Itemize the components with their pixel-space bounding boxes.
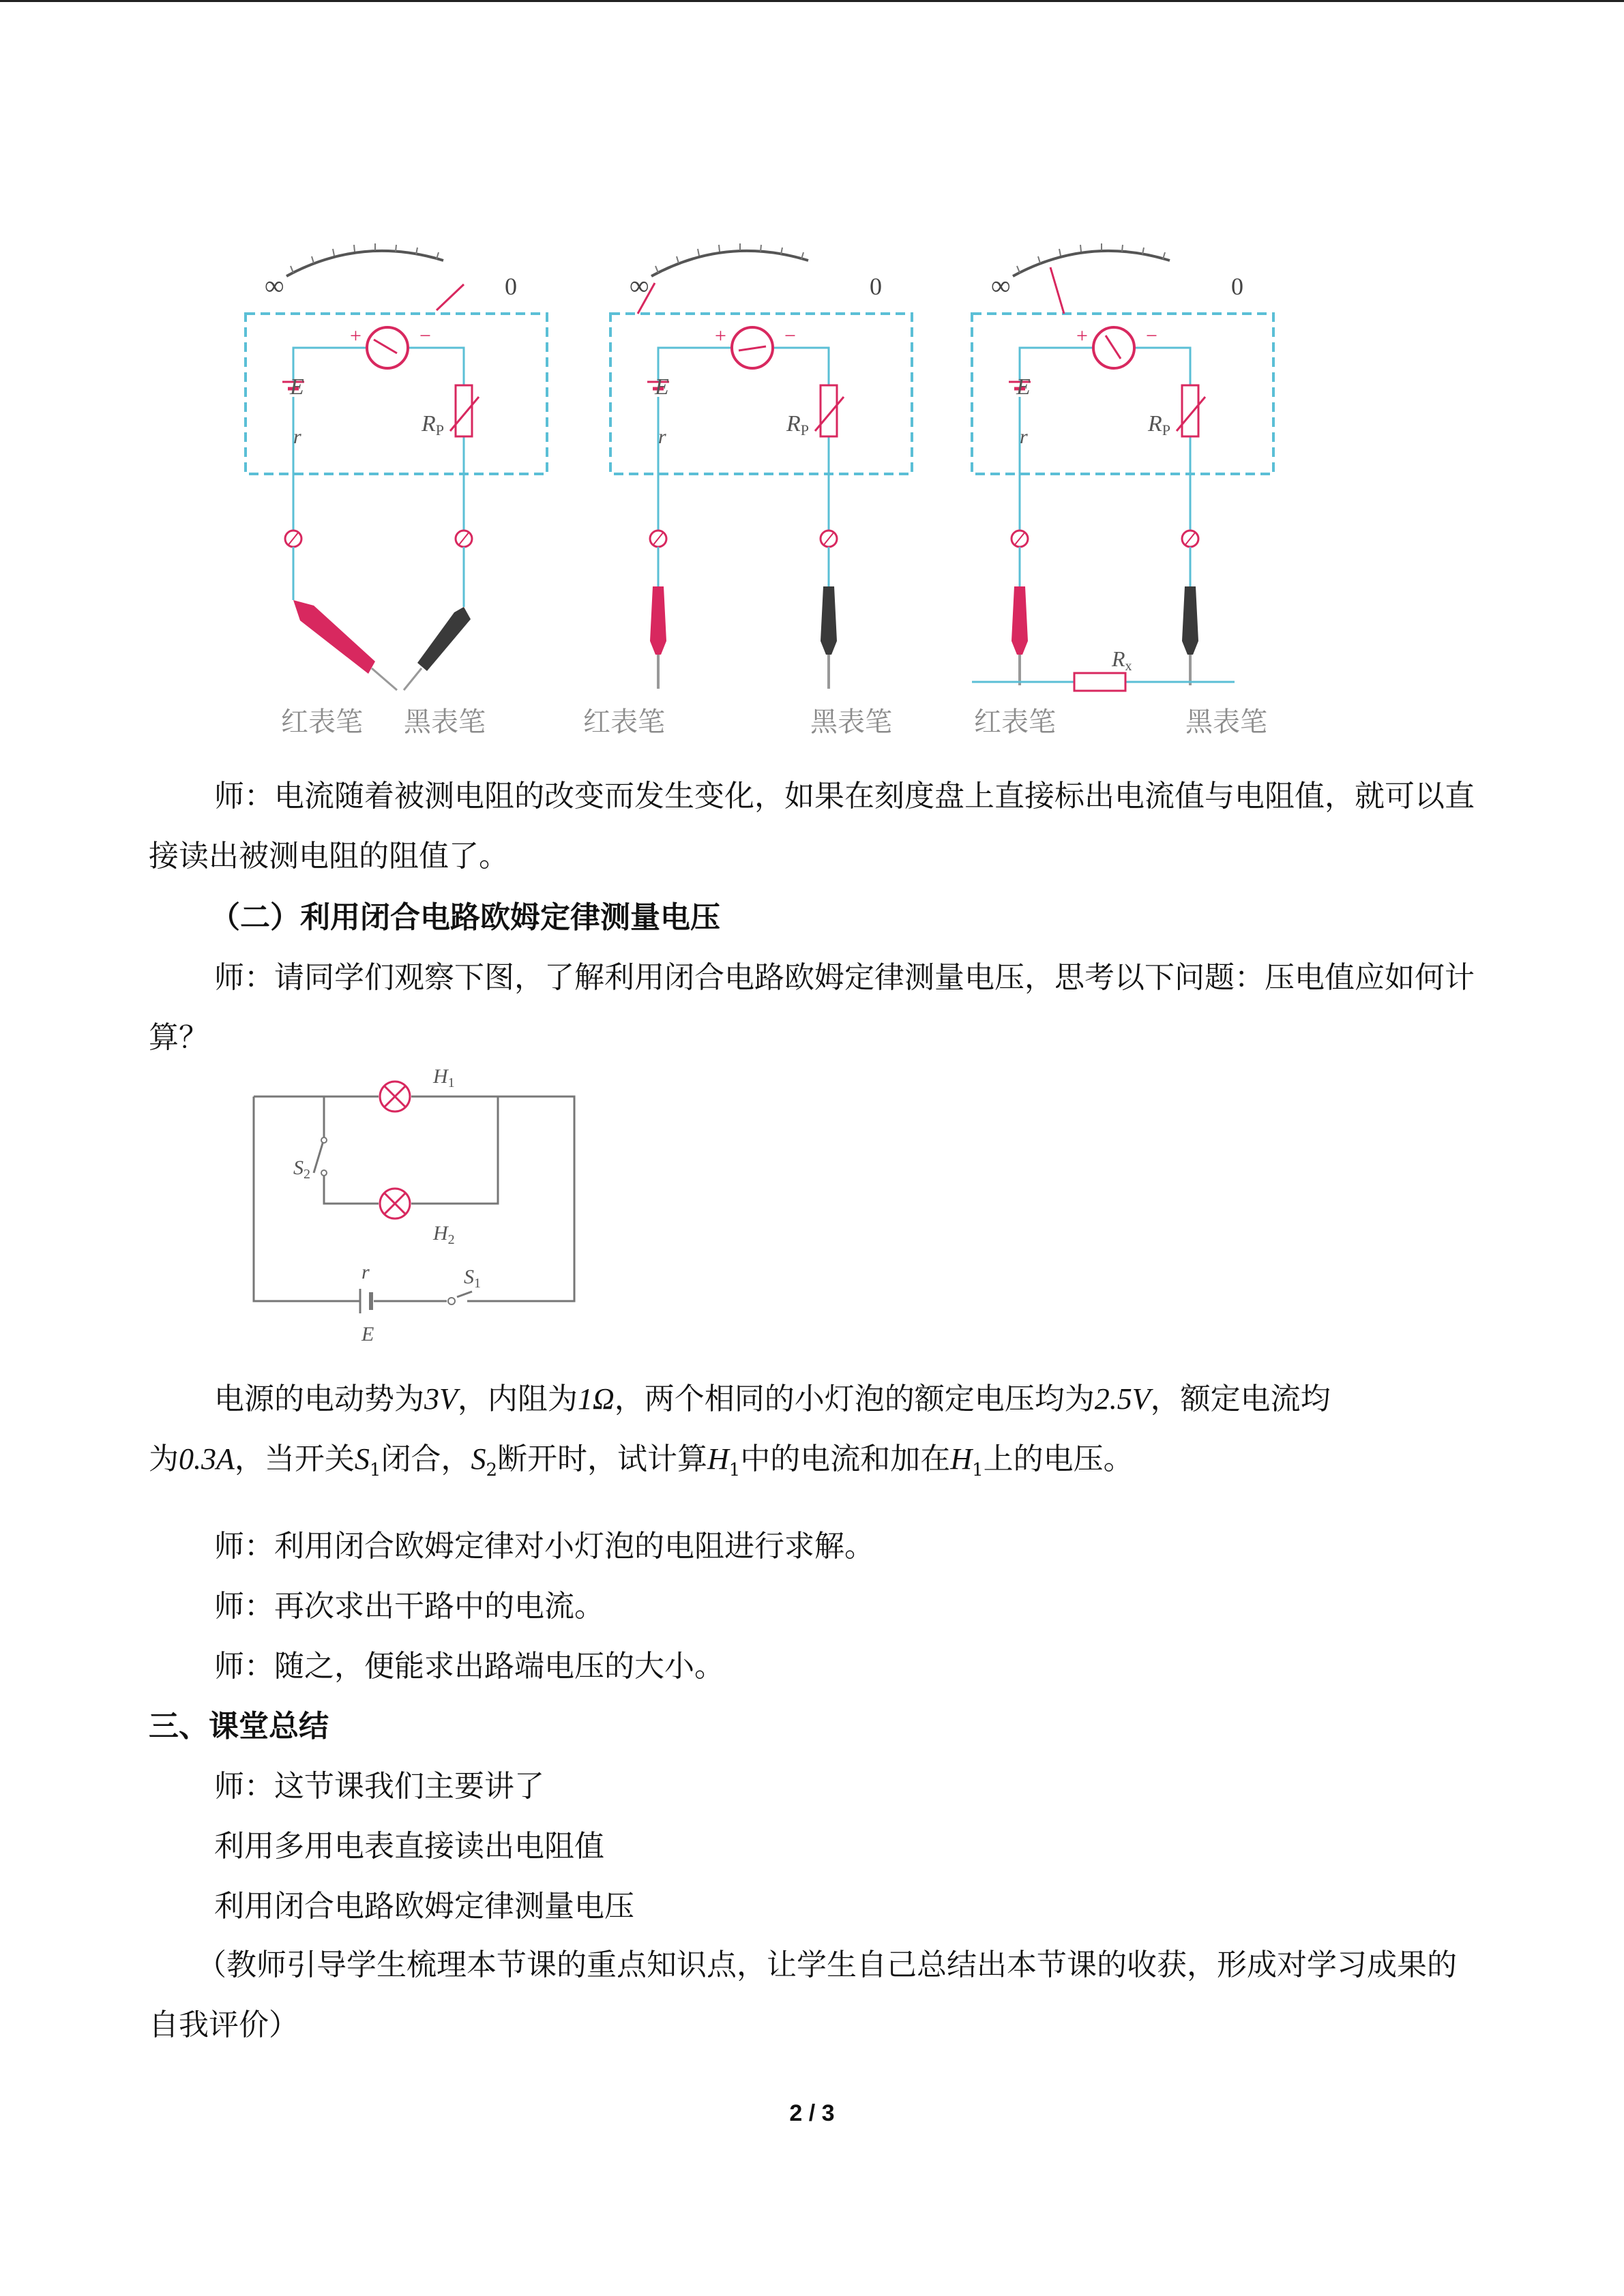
label-E: E bbox=[1016, 374, 1031, 400]
label-E: E bbox=[290, 374, 304, 400]
lamp-H2 bbox=[380, 1189, 410, 1219]
teacher-line-1: 师：利用闭合欧姆定律对小灯泡的电阻进行求解。 bbox=[214, 1529, 874, 1564]
paragraph-closing: （教师引导学生梳理本节课的重点知识点，让学生自己总结出本节课的收获，形成对学习成果的自我评价） bbox=[149, 1948, 1457, 2042]
problem-line-2: 为0.3A，当开关$S_1$闭合，$S_2$断开时，试计算$H_1$中的电流和加在$H_1$上的电压。 bbox=[149, 1442, 1134, 1480]
heading-section-3: 三、课堂总结 bbox=[149, 1709, 329, 1744]
summary-line-1: 师：这节课我们主要讲了 bbox=[214, 1769, 544, 1804]
meter-plus: + bbox=[1076, 325, 1088, 347]
label-Rp: RP bbox=[422, 411, 445, 438]
heading-section-2: （二）利用闭合电路欧姆定律测量电压 bbox=[210, 900, 720, 935]
lamp-H1 bbox=[380, 1082, 410, 1112]
meter-minus: − bbox=[1146, 325, 1157, 347]
caption-red-probe: 红表笔 bbox=[974, 706, 1056, 738]
summary-line-3: 利用闭合电路欧姆定律测量电压 bbox=[214, 1889, 634, 1924]
meter-minus: − bbox=[784, 325, 796, 347]
caption-red-probe: 红表笔 bbox=[281, 706, 363, 738]
teacher-line-2: 师：再次求出干路中的电流。 bbox=[214, 1589, 604, 1624]
caption-black-probe: 黑表笔 bbox=[810, 706, 892, 738]
label-H1: $H_1$ bbox=[433, 1065, 455, 1090]
paragraph-question: 师：请同学们观察下图，了解利用闭合电路欧姆定律测量电压，思考以下问题：压电值应如何计算？ bbox=[149, 960, 1475, 1055]
ohmmeter-figure bbox=[225, 218, 1310, 750]
label-r: r bbox=[1020, 426, 1028, 448]
label-H2: $H_2$ bbox=[433, 1222, 455, 1247]
summary-line-2: 利用多用电表直接读出电阻值 bbox=[214, 1829, 604, 1864]
scale-zero-label: 0 bbox=[870, 273, 882, 300]
top-border bbox=[0, 0, 1624, 2]
meter-minus: − bbox=[419, 325, 431, 347]
scale-inf-label: ∞ bbox=[265, 270, 284, 301]
caption-red-probe: 红表笔 bbox=[583, 706, 665, 738]
label-Rx: Rx bbox=[1112, 646, 1132, 674]
lamp-circuit-figure bbox=[205, 1057, 600, 1357]
circuit-shorted bbox=[246, 243, 547, 690]
label-E: E bbox=[361, 1323, 374, 1345]
scale-inf-label: ∞ bbox=[991, 270, 1011, 301]
caption-black-probe: 黑表笔 bbox=[1185, 706, 1267, 738]
label-E: E bbox=[655, 374, 669, 400]
label-r: r bbox=[658, 426, 666, 448]
page-number: 2 / 3 bbox=[789, 2100, 835, 2126]
teacher-line-3: 师：随之，便能求出路端电压的大小。 bbox=[214, 1649, 724, 1684]
label-S1: $S_1$ bbox=[464, 1266, 481, 1291]
problem-line-1: 电源的电动势为3V，内阻为1Ω，两个相同的小灯泡的额定电压均为2.5V，额定电流均 bbox=[214, 1382, 1331, 1416]
scale-zero-label: 0 bbox=[1231, 273, 1243, 300]
paragraph-ohmmeter-explanation: 师：电流随着被测电阻的改变而发生变化，如果在刻度盘上直接标出电流值与电阻值，就可以直接读出被测电阻的阻值了。 bbox=[149, 779, 1475, 874]
scale-inf-label: ∞ bbox=[630, 270, 649, 301]
circuit-with-rx bbox=[972, 243, 1273, 691]
label-Rp: RP bbox=[1148, 411, 1171, 438]
label-r: r bbox=[361, 1261, 370, 1283]
label-r: r bbox=[293, 426, 301, 448]
meter-plus: + bbox=[715, 325, 726, 347]
label-S2: $S_2$ bbox=[293, 1157, 310, 1182]
scale-zero-label: 0 bbox=[505, 273, 517, 300]
caption-black-probe: 黑表笔 bbox=[404, 706, 486, 738]
meter-plus: + bbox=[350, 325, 361, 347]
circuit-open bbox=[610, 243, 912, 689]
label-Rp: RP bbox=[786, 411, 810, 438]
